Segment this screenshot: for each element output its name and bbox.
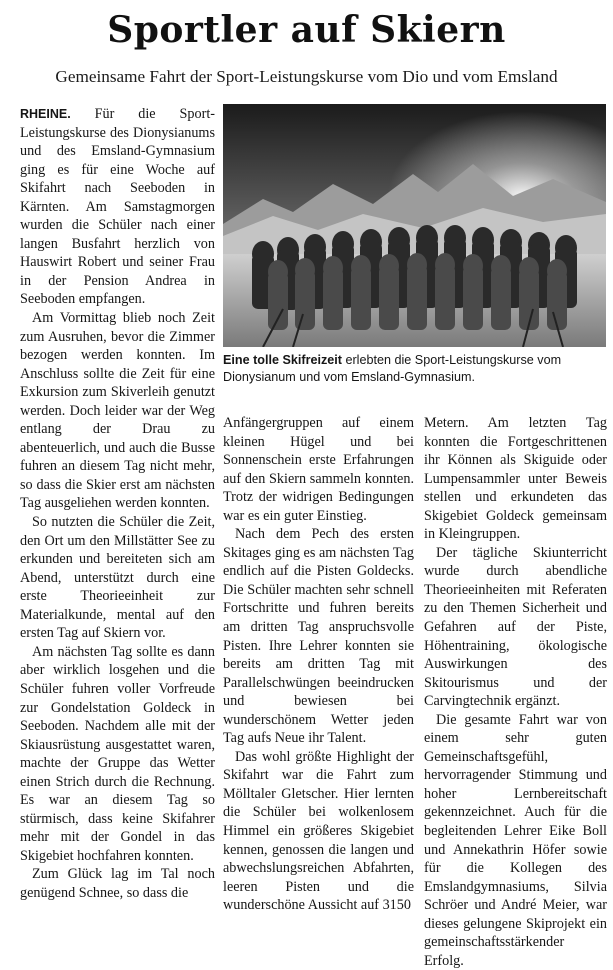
paragraph: Der tägliche Skiunterricht wurde durch abendliche Theorieeinheiten mit Referaten zu den Themen Sicherheit und Gefahren auf der Piste, Höhentraining, ökologische Auswirkungen des Skitourismus und der Carvingtechnik ergänzt. bbox=[424, 544, 607, 710]
paragraph: So nutzten die Schüler die Zeit, den Ort um den Millstätter See zu erkunden und bereiteten sich am Abend, unterstützt durch eine erste Theorieeinheit zur Materialkunde, mental auf den ersten Tag auf Skiern vor. bbox=[20, 514, 215, 642]
article-subheadline: Gemeinsame Fahrt der Sport-Leistungskurse vom Dio und vom Emsland bbox=[55, 67, 558, 86]
article-column-1 bbox=[20, 105, 215, 903]
paragraph: Die gesamte Fahrt war von einem sehr guten Gemeinschaftsgefühl, hervorragender Stimmung und hoher Lernbereitschaft gekennzeichnet. Auch für die begleitenden Lehrer Eike Boll und Annekathrin Höfer sowie für die Kollegen des Emslandgymnasiums, Silvia Schröer und André Meier, war dieses gelungene Skiprojekt ein gemeinschaftsstärkender Erfolg. bbox=[424, 711, 607, 969]
dateline: RHEINE. bbox=[20, 107, 71, 121]
paragraph: Metern. Am letzten Tag konnten die Fortgeschrittenen ihr Können als Skiguide oder Lumpensammler unter Beweis stellen und erkundeten das Skigebiet Goldeck gemeinsam in Kleingruppen. bbox=[424, 415, 607, 543]
photo-caption-text: erlebten die Sport-Leistungskurse vom Dionysianum und vom Emsland-Gymnasium. bbox=[223, 353, 562, 384]
paragraph: Am Vormittag blieb noch Zeit zum Ausruhen, bevor die Zimmer bezogen werden konnten. Im Anschluss sollte die Zeit für eine Exkursion zum Skiverleih genutzt werden. Doch leider war der Weg entlang der Drau zu abenteuerlich, und auch die Busse fuhren an diesem Tag nicht mehr, so dass die Skier erst am nächsten Tag ausgeliehen werden konnten. bbox=[20, 310, 215, 512]
paragraph: Nach dem Pech des ersten Skitages ging es am nächsten Tag endlich auf die Pisten Goldecks. Die Schüler machten sehr schnell Fortschritte und fuhren bereits am dritten Tag anspruchsvolle Pisten. Ihre Lehrer konnten sie bereits am dritten Tag mit Parallelschwüngen beeindrucken und bewiesen bei wunderschönem Wetter jeden Tag aufs Neue ihr Talent. bbox=[223, 526, 414, 747]
group-photo bbox=[223, 104, 606, 347]
article-column-2 bbox=[223, 414, 414, 915]
paragraph: Am nächsten Tag sollte es dann aber wirklich losgehen und die Schüler fuhren voller Vorfreude zur Gondelstation Goldeck in Seeboden. Nachdem alle mit der Skiausrüstung ausgestattet waren, machte der Gruppe das Wetter einen Strich durch die Rechnung. Es war an diesem Tag so stürmisch, dass keine Skifahrer mehr mit der Gondel in das Skigebiet hochfahren konnten. bbox=[20, 643, 215, 864]
article-column-3 bbox=[424, 414, 607, 970]
photo-caption bbox=[223, 352, 607, 386]
article-headline: Sportler auf Skiern bbox=[107, 9, 506, 51]
paragraph: Anfängergruppen auf einem kleinen Hügel und bei Sonnenschein erste Erfahrungen auf den Skiern sammeln konnten. Trotz der widrigen Bedingungen war es ein guter Einstieg. bbox=[223, 415, 414, 524]
paragraph: RHEINE. Für die Sport-Leistungskurse des Dionysianums und des Emsland-Gymnasium ging es für eine Woche auf Skifahrt nach Seeboden in Kärnten. Am Samstagmorgen wurden die Schüler nach einer langen Busfahrt herzlich von Hauswirt Robert und seiner Frau in der Pension Andrea in Seeboden empfangen. bbox=[20, 106, 215, 308]
ski-group-image bbox=[223, 104, 606, 347]
paragraph: Das wohl größte Highlight der Skifahrt war die Fahrt zum Mölltaler Gletscher. Hier lernten die Schüler bei wolkenlosem Himmel ein größeres Skigebiet kennen, genossen die langen und abwechslungsreichen Abfahrten, leeren Pisten und die wunderschöne Aussicht auf 3150 bbox=[223, 748, 414, 914]
photo-caption-lead: Eine tolle Skifreizeit bbox=[223, 353, 342, 367]
paragraph: Zum Glück lag im Tal noch genügend Schnee, so dass die bbox=[20, 866, 215, 901]
